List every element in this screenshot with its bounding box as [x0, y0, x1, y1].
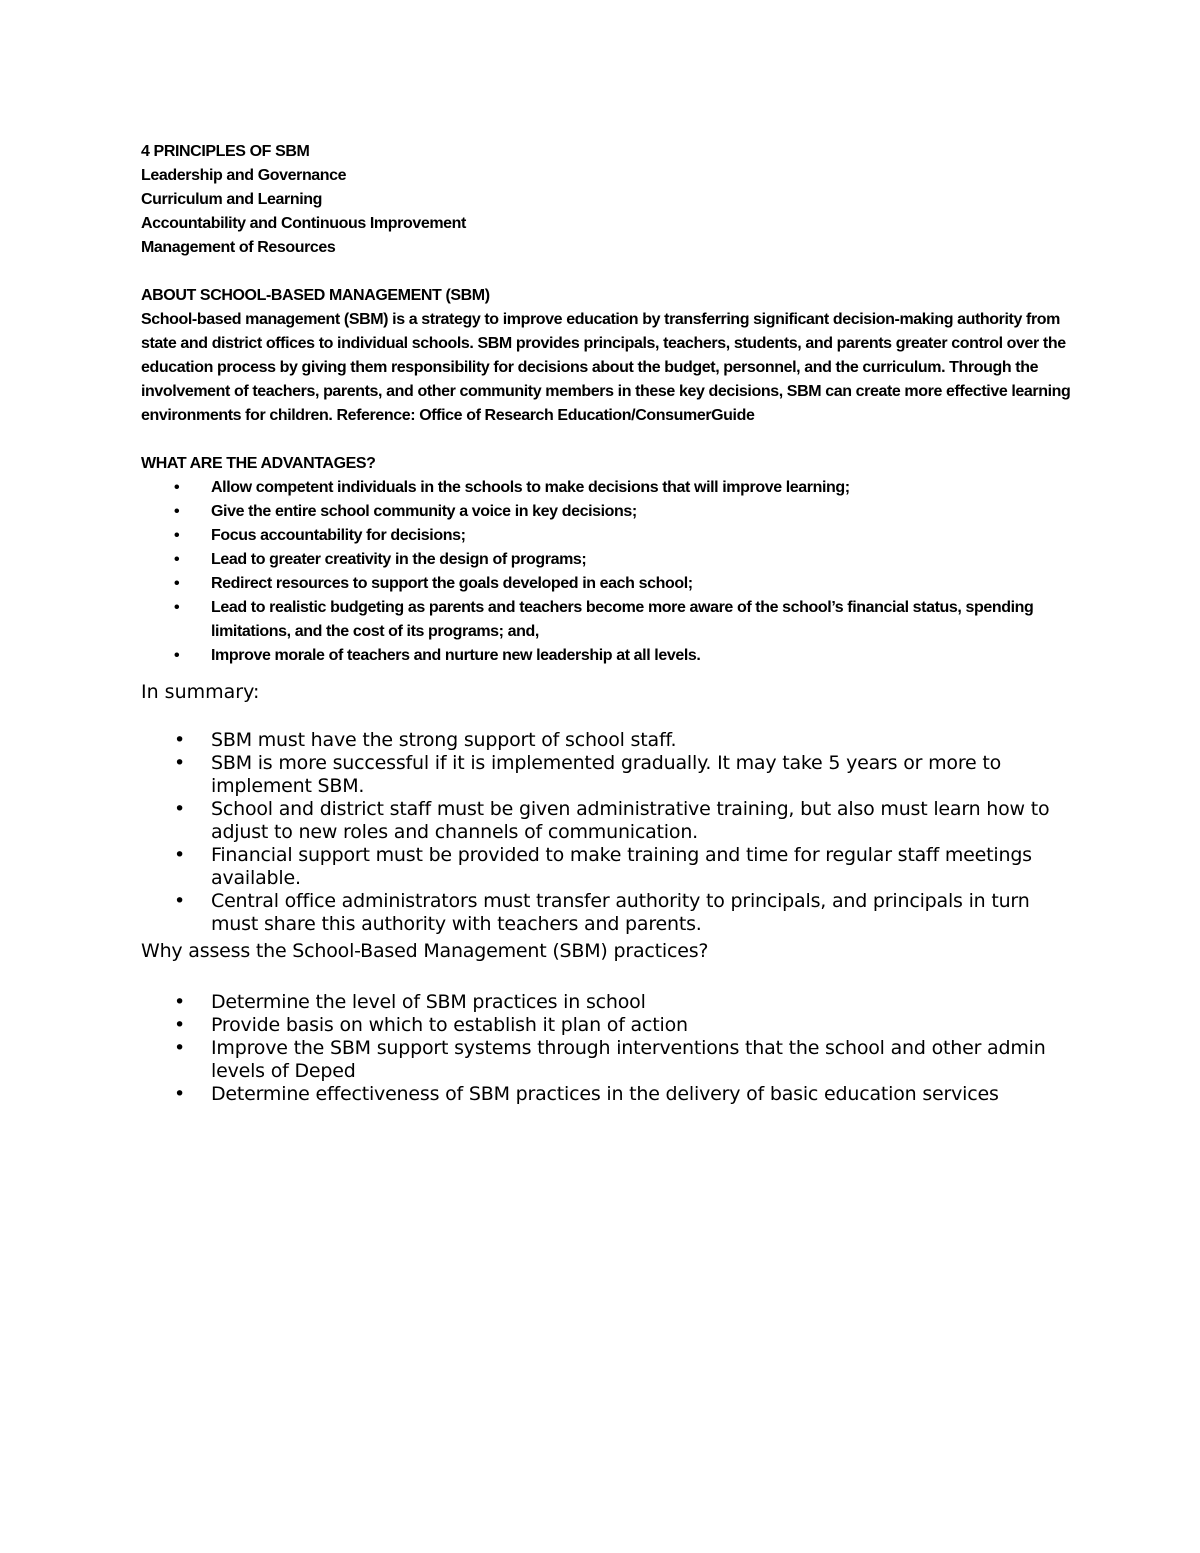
list-item: • Improve morale of teachers and nurture new leadership at all levels. — [141, 644, 1071, 668]
bullet-icon: • — [174, 729, 186, 751]
bullet-icon: • — [174, 1083, 186, 1105]
why-assess-list — [141, 991, 1071, 1106]
about-section — [141, 284, 1071, 428]
list-item: • Determine the level of SBM practices in school — [174, 991, 646, 1013]
list-item: • Allow competent individuals in the schools to make decisions that will improve learning; — [141, 476, 1071, 500]
bullet-icon: • — [174, 551, 180, 568]
summary-heading: In summary: — [141, 681, 260, 703]
list-item: • SBM is more successful if it is implemented gradually. It may take 5 years or more to implement SBM. — [174, 752, 1002, 797]
bullet-icon: • — [174, 599, 180, 616]
about-body: School-based management (SBM) is a strategy to improve education by transferring significant decision-making authority from state and district offices to individual schools. SBM provides principals, teachers, students, and parents greater control over the education process by giving them responsibility for decisions about the budget, personnel, and the curriculum. Through the involvement of teachers, parents, and other community members in these key decisions, SBM can create more effective learning environments for children. Reference: Office of Research Education/ConsumerGuide — [141, 311, 1071, 424]
principles-section — [141, 140, 1071, 260]
summary-list — [141, 729, 1071, 936]
bullet-icon: • — [174, 1014, 186, 1036]
bullet-icon: • — [174, 752, 186, 774]
bullet-icon: • — [174, 575, 180, 592]
list-item: • SBM must have the strong support of school staff. — [174, 729, 677, 751]
list-item: • Provide basis on which to establish it plan of action — [174, 1014, 688, 1036]
about-heading: ABOUT SCHOOL-BASED MANAGEMENT (SBM) — [141, 287, 490, 304]
list-item: • Lead to greater creativity in the design of programs; — [141, 548, 1071, 572]
list-item: • Improve the SBM support systems through interventions that the school and other admin levels of Deped — [174, 1037, 1046, 1082]
bullet-icon: • — [174, 844, 186, 866]
advantages-section — [141, 452, 1071, 668]
bullet-icon: • — [174, 991, 186, 1013]
bullet-icon: • — [174, 479, 180, 496]
bullet-icon: • — [174, 527, 180, 544]
bullet-icon: • — [174, 890, 186, 912]
bullet-icon: • — [174, 798, 186, 820]
list-item: • School and district staff must be given administrative training, but also must learn how to adjust to new roles and channels of communication. — [174, 798, 1050, 843]
bullet-icon: • — [174, 1037, 186, 1059]
list-item: • Determine effectiveness of SBM practices in the delivery of basic education services — [174, 1083, 999, 1105]
bullet-icon: • — [174, 647, 180, 664]
principle-item: Curriculum and Learning — [141, 191, 323, 208]
bullet-icon: • — [174, 503, 180, 520]
document-page — [141, 140, 1071, 1106]
list-item: • Lead to realistic budgeting as parents and teachers become more aware of the school’s financial status, spending limitations, and the cost of its programs; and, — [141, 596, 1071, 644]
principles-heading: 4 PRINCIPLES OF SBM — [141, 143, 310, 160]
list-item: • Focus accountability for decisions; — [141, 524, 1071, 548]
why-assess-heading: Why assess the School-Based Management (SBM) practices? — [141, 940, 709, 962]
list-item: • Central office administrators must transfer authority to principals, and principals in turn must share this authority with teachers and parents. — [174, 890, 1030, 935]
principle-item: Management of Resources — [141, 239, 336, 256]
list-item: • Give the entire school community a voice in key decisions; — [141, 500, 1071, 524]
principle-item: Leadership and Governance — [141, 167, 347, 184]
advantages-list — [141, 476, 1071, 668]
list-item: • Redirect resources to support the goals developed in each school; — [141, 572, 1071, 596]
principle-item: Accountability and Continuous Improvement — [141, 215, 466, 232]
list-item: • Financial support must be provided to make training and time for regular staff meetings available. — [174, 844, 1032, 889]
advantages-heading: WHAT ARE THE ADVANTAGES? — [141, 455, 376, 472]
